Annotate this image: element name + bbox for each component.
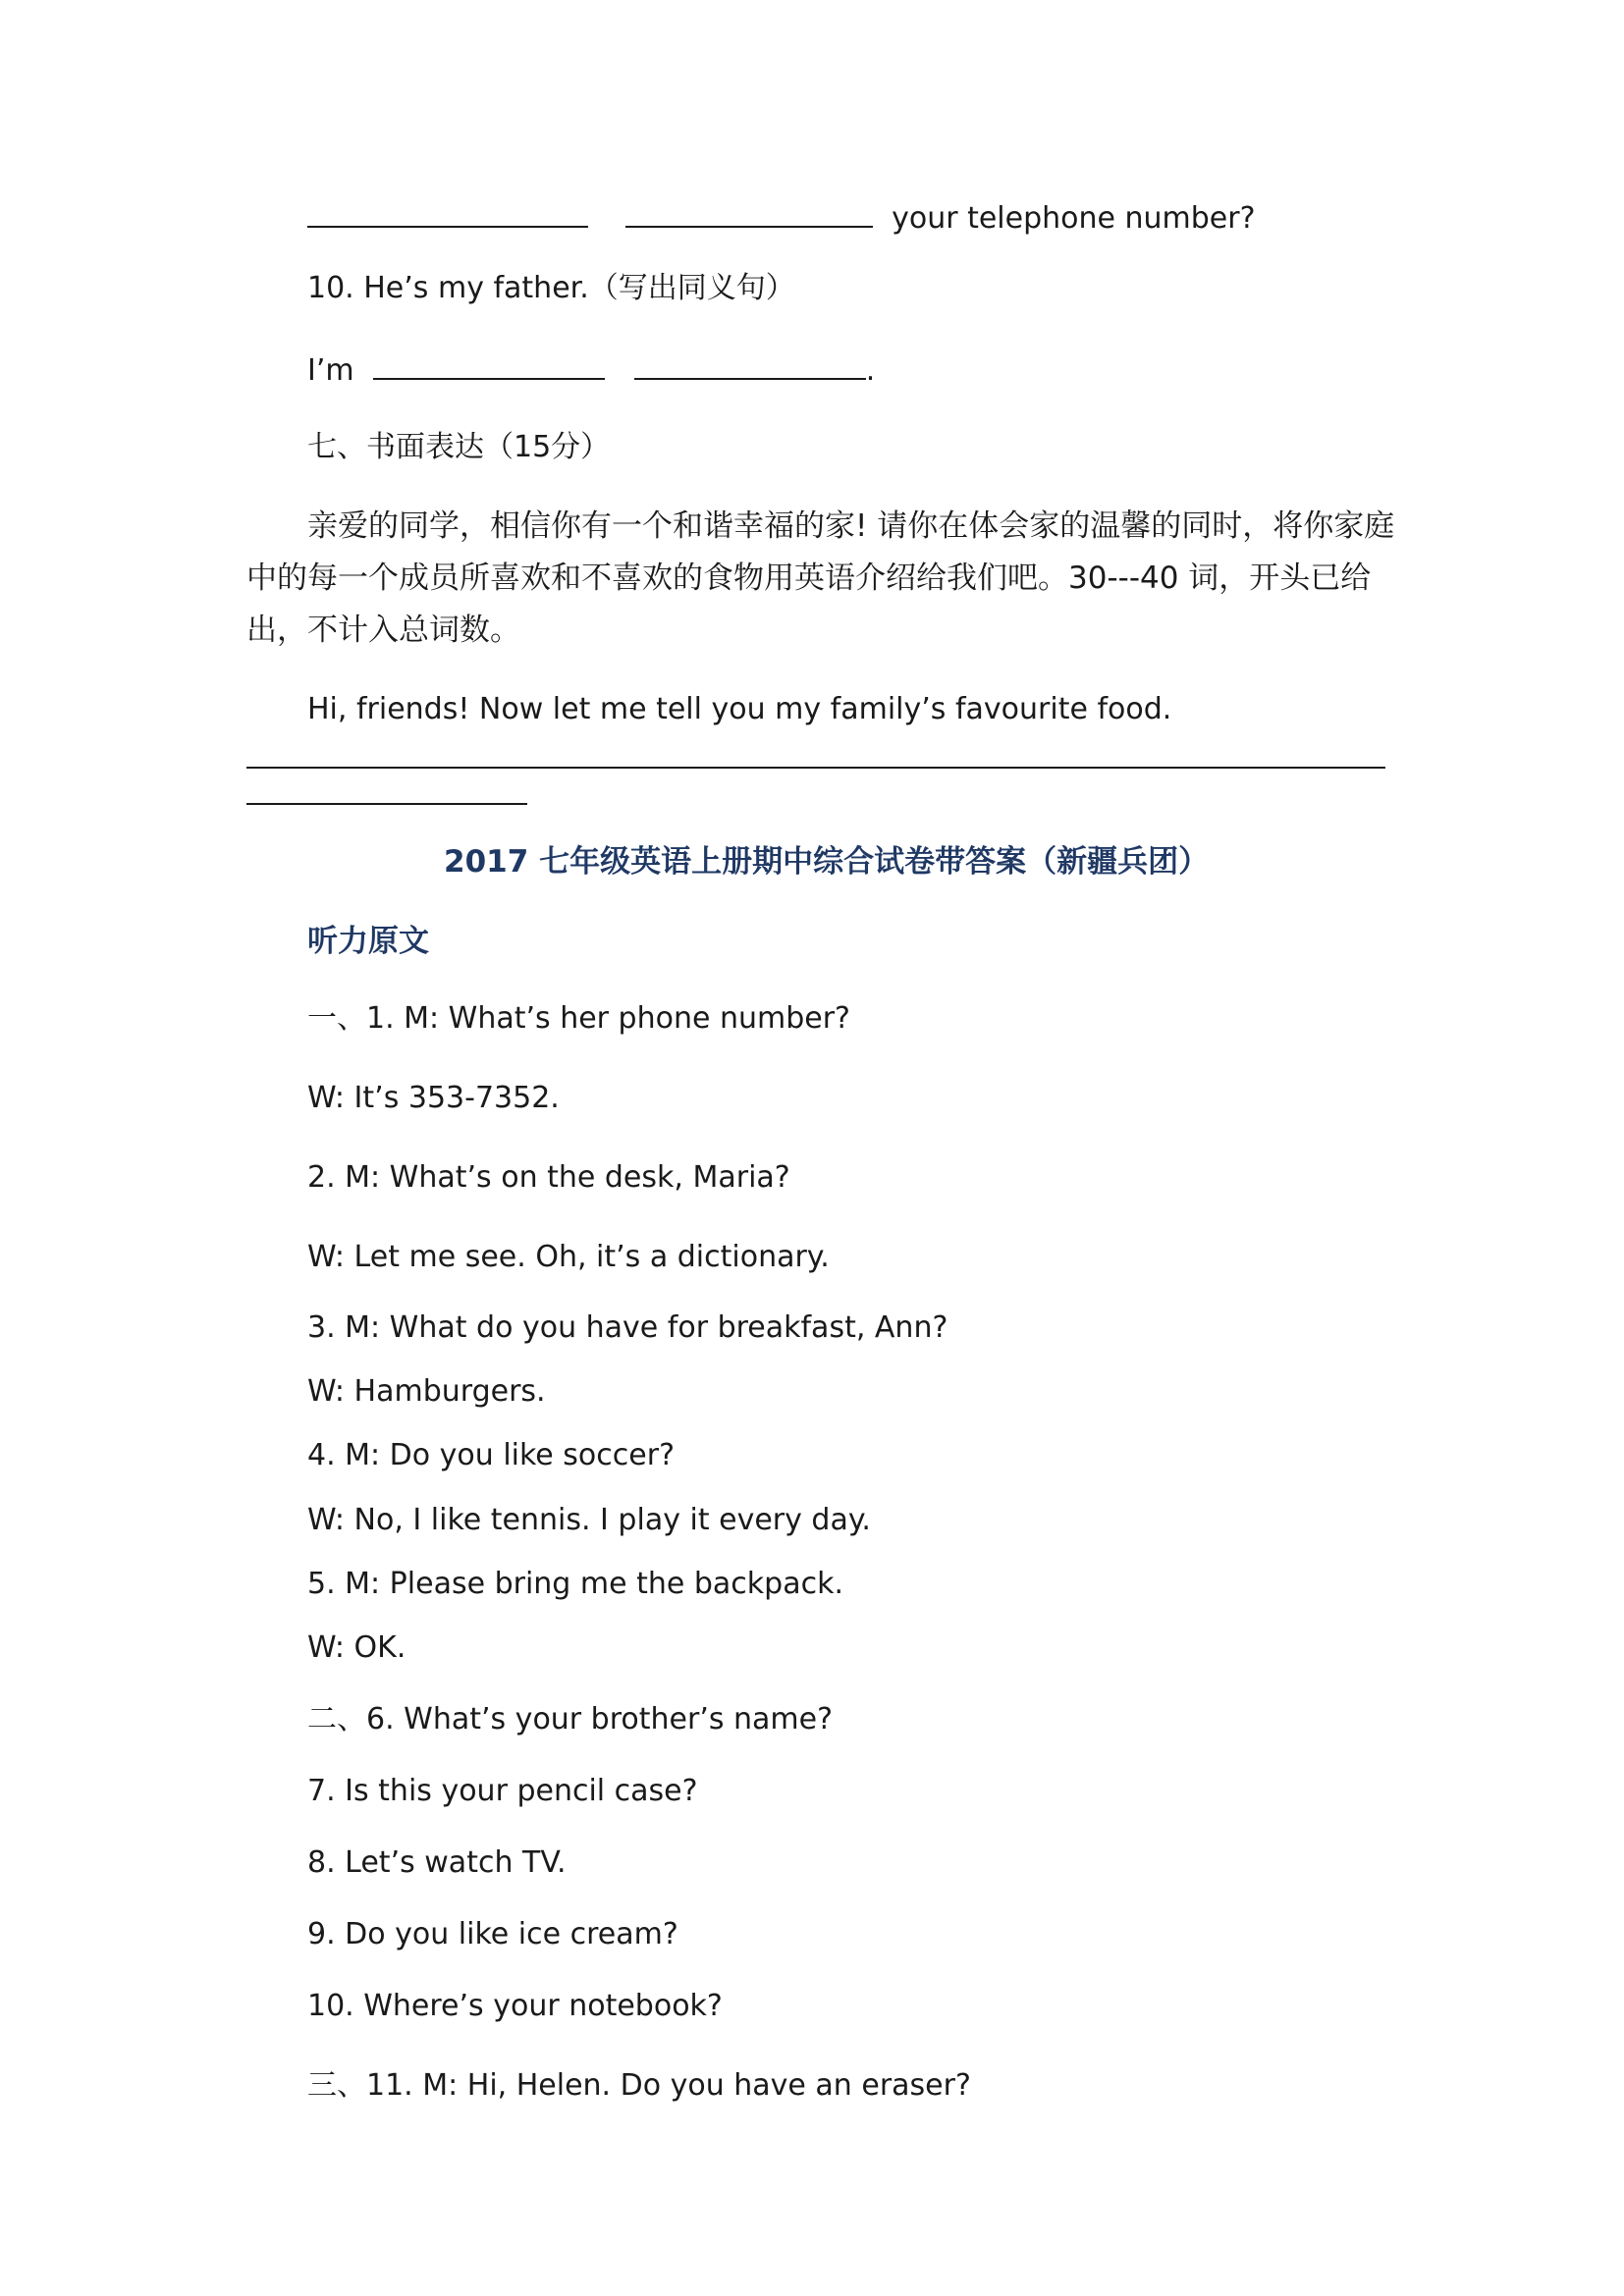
answer-blank[interactable] xyxy=(373,348,605,380)
writing-instruction: 亲爱的同学，相信你有一个和谐幸福的家! 请你在体会家的温馨的同时，将你家庭中的每一个成员所喜欢和不喜欢的食物用英语介绍给我们吧。30---40 词，开头已给出，不计入总词数。 xyxy=(246,508,1395,648)
question-9-line xyxy=(307,196,1256,239)
transcript-line: 3. M: What do you have for breakfast, Ann? xyxy=(307,1310,948,1345)
section-7-title: 七、书面表达（15分） xyxy=(307,430,611,464)
transcript-line: 三、11. M: Hi, Helen. Do you have an eraser? xyxy=(307,2068,971,2103)
answer-prefix: I’m xyxy=(307,353,354,388)
answer-blank[interactable] xyxy=(307,196,588,228)
period: . xyxy=(865,353,876,388)
transcript-line: W: OK. xyxy=(307,1630,406,1665)
answer-blank[interactable] xyxy=(634,348,866,380)
transcript-line: W: No, I like tennis. I play it every day. xyxy=(307,1503,871,1537)
writing-line[interactable] xyxy=(246,803,527,805)
transcript-line: 9. Do you like ice cream? xyxy=(307,1917,678,1951)
writing-opening: Hi, friends! Now let me tell you my family’s favourite food. xyxy=(307,692,1172,726)
transcript-line: W: It’s 353-7352. xyxy=(307,1081,560,1115)
answer-blank[interactable] xyxy=(625,196,873,228)
transcript-line: 二、6. What’s your brother’s name? xyxy=(307,1702,834,1736)
listening-heading: 听力原文 xyxy=(307,924,429,959)
transcript-line: 5. M: Please bring me the backpack. xyxy=(307,1567,843,1601)
transcript-line: 4. M: Do you like soccer? xyxy=(307,1438,675,1472)
transcript-line: W: Hamburgers. xyxy=(307,1374,546,1409)
question-10-prompt: 10. He’s my father.（写出同义句） xyxy=(307,271,795,305)
question-9-text: your telephone number? xyxy=(892,201,1256,236)
transcript-line: 一、1. M: What’s her phone number? xyxy=(307,1001,850,1036)
question-10-answer-line xyxy=(307,348,875,391)
writing-line[interactable] xyxy=(246,767,1385,769)
transcript-line: 2. M: What’s on the desk, Maria? xyxy=(307,1160,790,1195)
transcript-line: 7. Is this your pencil case? xyxy=(307,1774,698,1808)
answer-key-title: 2017 七年级英语上册期中综合试卷带答案（新疆兵团） xyxy=(444,844,1210,880)
transcript-line: W: Let me see. Oh, it’s a dictionary. xyxy=(307,1240,830,1274)
transcript-line: 10. Where’s your notebook? xyxy=(307,1989,723,2023)
transcript-line: 8. Let’s watch TV. xyxy=(307,1845,567,1880)
